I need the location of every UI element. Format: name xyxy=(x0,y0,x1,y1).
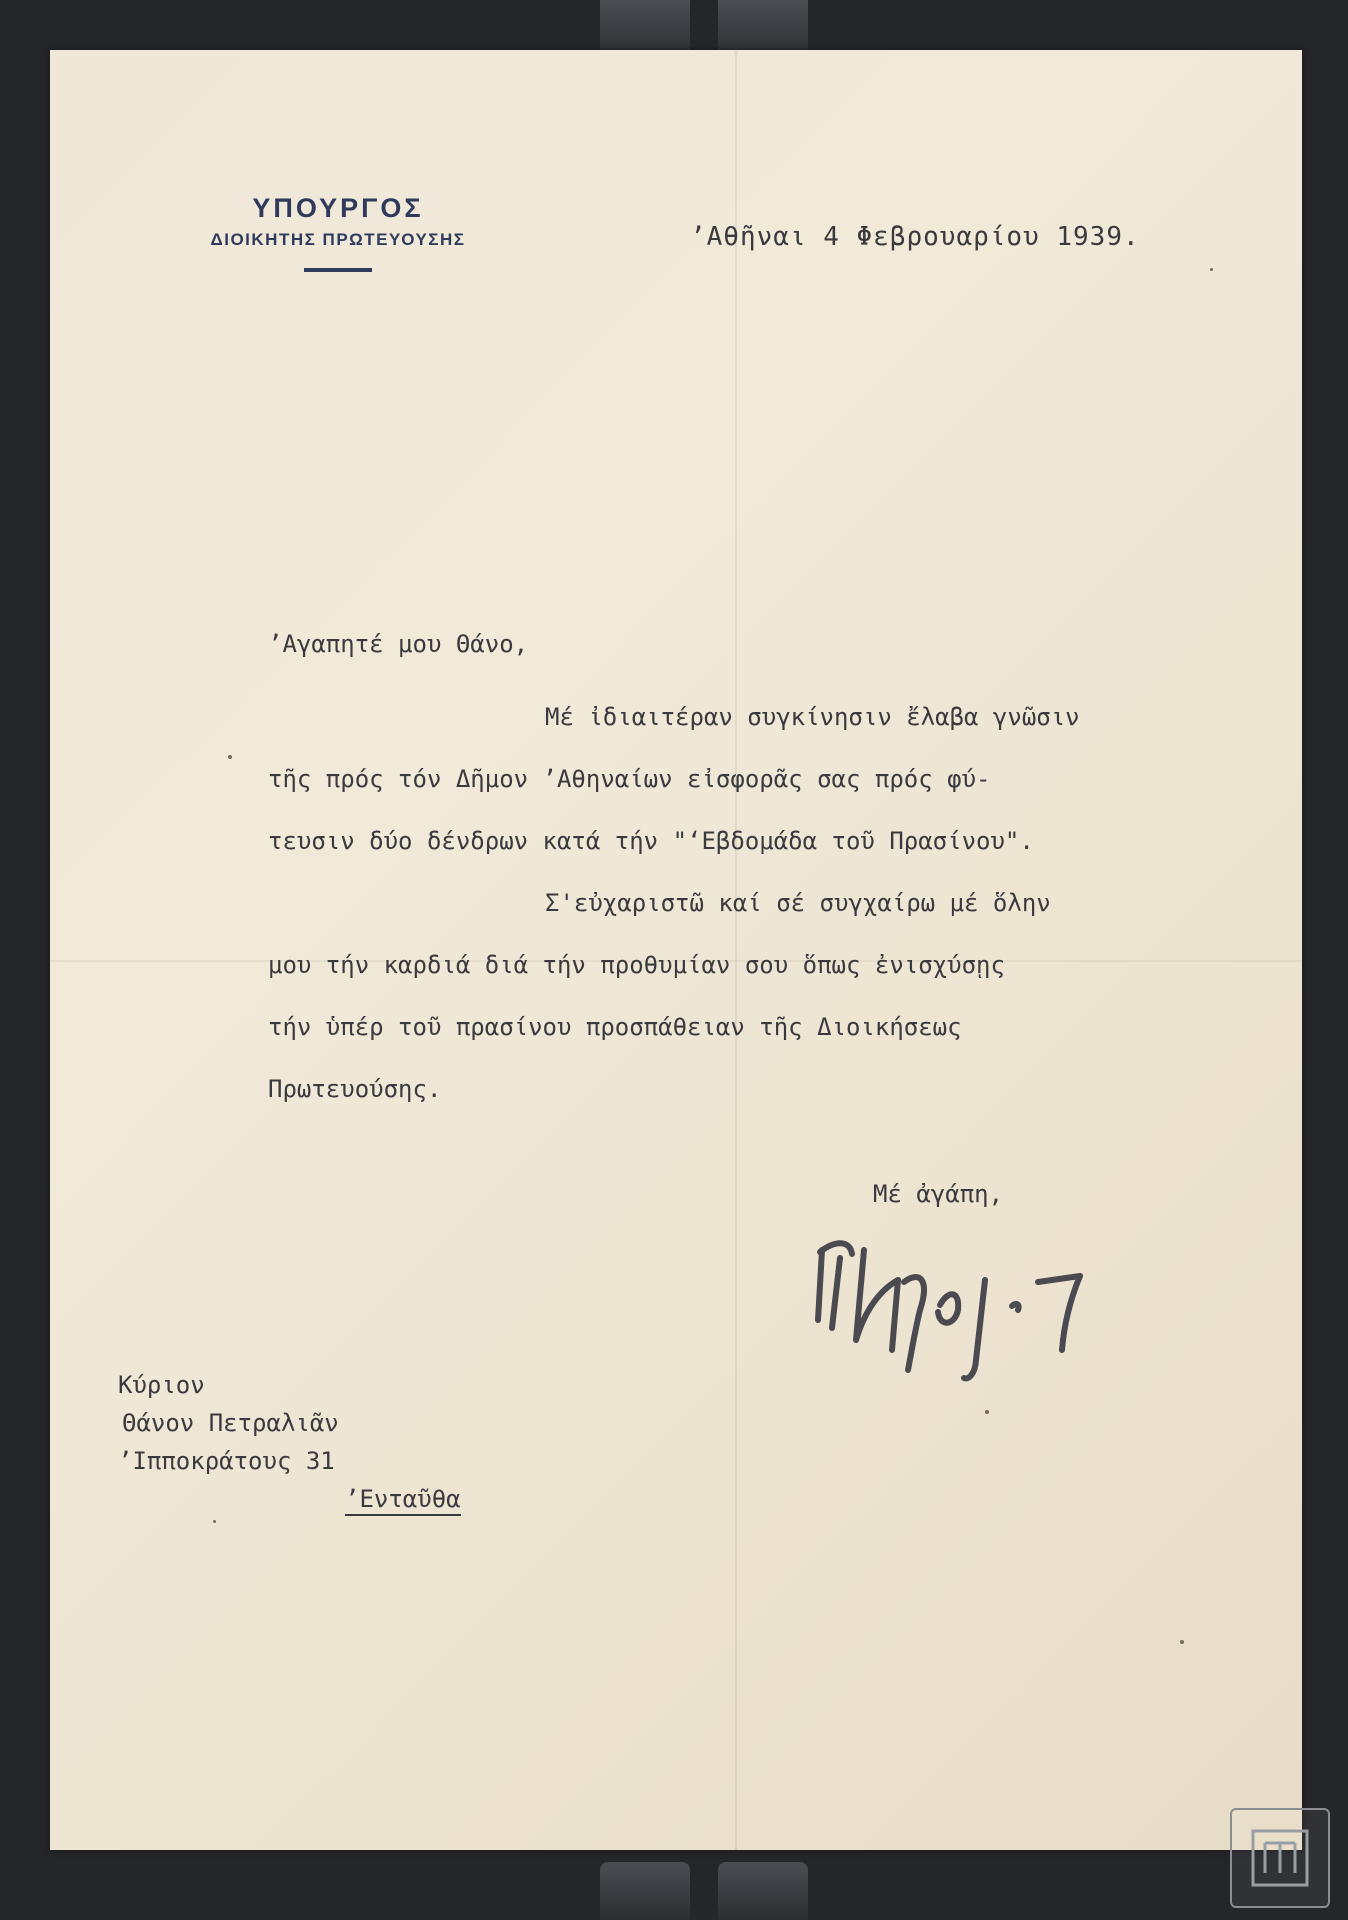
letterhead-rule xyxy=(304,268,372,272)
paper-speck xyxy=(1210,268,1213,271)
body-line: τευσιν δύο δένδρων κατά τήν "ʻΕβδομάδα τοῦ Πρασίνου". xyxy=(268,827,1034,855)
letter-date: ʼΑθῆναι 4 Φεβρουαρίου 1939. xyxy=(690,222,1140,252)
address-line xyxy=(118,1480,461,1518)
binder-clip-bottom-right xyxy=(718,1862,808,1920)
letterhead xyxy=(148,190,528,272)
body-line: μου τήν καρδιά διά τήν προθυμίαν σου ὅπως ἐνισχύσῃς xyxy=(268,951,1005,979)
paper-speck xyxy=(213,1520,216,1523)
letter-paper xyxy=(50,50,1302,1850)
address-line: Θάνον Πετραλιᾶν xyxy=(122,1409,339,1437)
body-line: τήν ὑπέρ τοῦ πρασίνου προσπάθειαν τῆς Διοικήσεως xyxy=(268,1013,962,1041)
archive-logo-drawing xyxy=(1245,1823,1315,1893)
body-line: τῆς πρός τόν Δῆμον ʼΑθηναίων εἰσφορᾶς σας πρός φύ- xyxy=(268,765,991,793)
letter-body xyxy=(268,686,1268,1120)
signature-drawing xyxy=(780,1210,1220,1390)
handwritten-signature xyxy=(780,1210,1220,1395)
archive-logo-icon xyxy=(1230,1808,1330,1908)
address-city: ʼΕνταῦθα xyxy=(345,1485,461,1516)
address-line: ʼΙπποκράτους 31 xyxy=(118,1447,335,1475)
body-line: Σ'εὐχαριστῶ καί σέ συγχαίρω μέ ὅλην xyxy=(545,889,1051,917)
paper-speck xyxy=(985,1410,989,1414)
body-line: Μέ ἰδιαιτέραν συγκίνησιν ἔλαβα γνῶσιν xyxy=(545,703,1080,731)
salutation: ʼΑγαπητέ μου Θάνο, xyxy=(268,630,529,658)
letterhead-subtitle: ΔΙΟΙΚΗΤΗΣ ΠΡΩΤΕΥΟΥΣΗΣ xyxy=(210,230,466,249)
letterhead-title: ΥΠΟΥΡΓΟΣ xyxy=(252,193,424,223)
paper-speck xyxy=(1180,1640,1184,1644)
closing: Μέ ἀγάπη, xyxy=(873,1180,1004,1208)
body-line: Πρωτευούσης. xyxy=(268,1075,442,1103)
paper-speck xyxy=(228,755,232,759)
binder-clip-bottom-left xyxy=(600,1862,690,1920)
address-line: Κύριον xyxy=(118,1371,205,1399)
recipient-address xyxy=(118,1366,461,1518)
